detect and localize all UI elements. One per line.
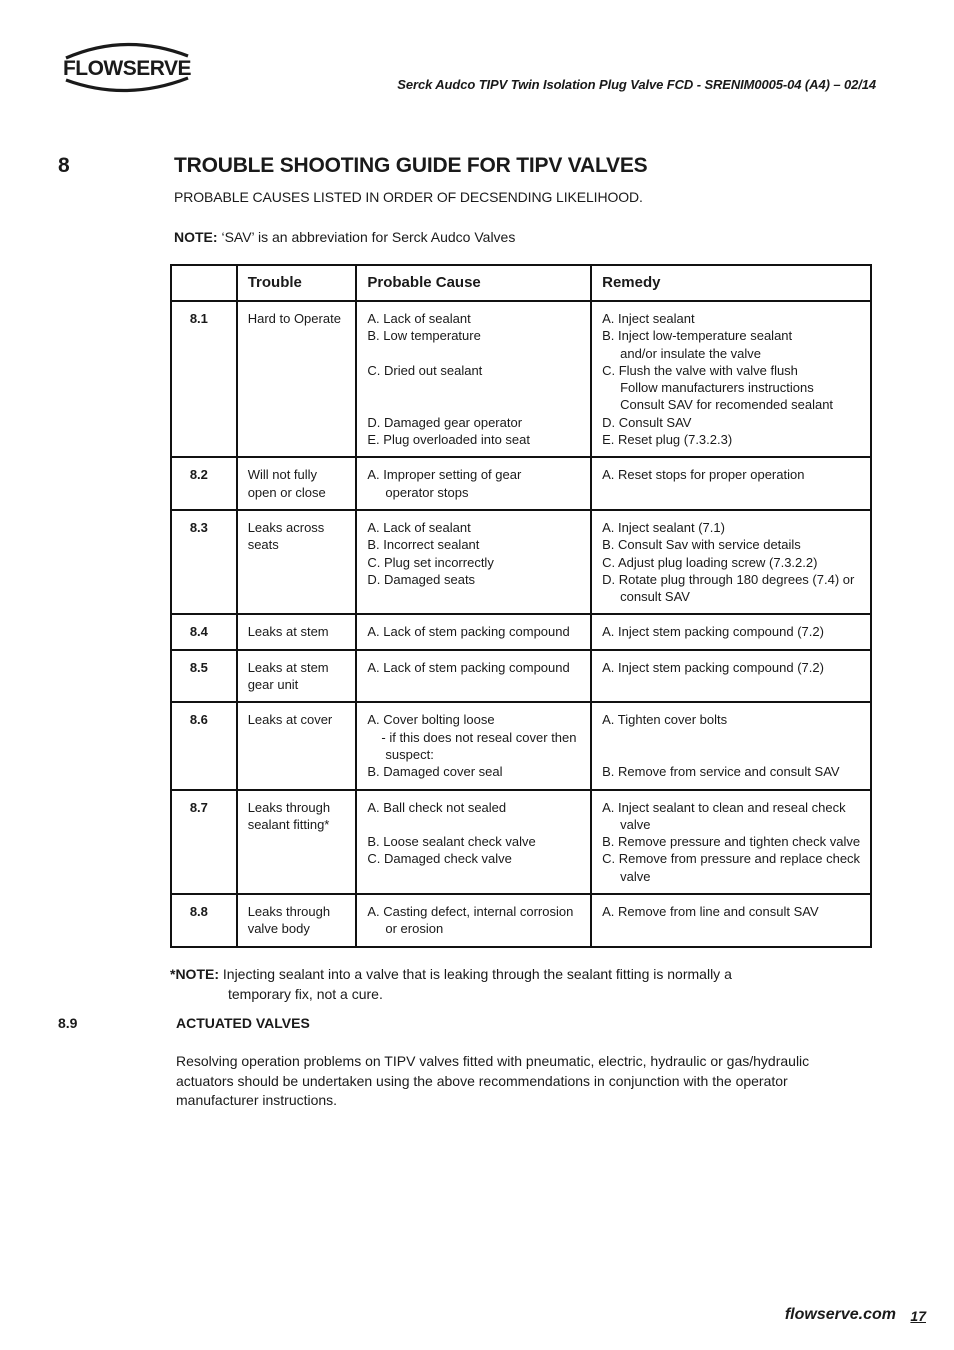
probable-cause-cell: [356, 301, 591, 457]
trouble-line: seats: [247, 537, 279, 553]
subsection-title: ACTUATED VALVES: [176, 1015, 310, 1031]
note-text: ‘SAV’ is an abbreviation for Serck Audco Valves: [217, 229, 516, 245]
cause-line: B. Low temperature: [367, 328, 481, 344]
cause-line: C. Dried out sealant: [367, 362, 483, 378]
trouble-cell: [237, 702, 357, 789]
row-number: 8.1: [171, 301, 237, 457]
remedy-line: valve: [620, 816, 651, 832]
remedy-line: [602, 729, 864, 746]
remedy-line: A. Inject sealant: [602, 311, 695, 326]
row-number: 8.8: [171, 894, 237, 947]
trouble-line: Leaks through: [247, 904, 331, 920]
remedy-cell: [591, 301, 871, 457]
remedy-line: Consult SAV for recomended sealant: [620, 397, 834, 413]
trouble-cell: [237, 301, 357, 457]
trouble-line: Leaks at stem: [247, 624, 329, 640]
table-row: [171, 894, 871, 947]
cause-line: A. Lack of stem packing compound: [367, 624, 570, 640]
cause-line: A. Lack of stem packing compound: [367, 659, 570, 675]
table-header-row: [171, 265, 871, 301]
footnote-continuation: temporary fix, not a cure.: [228, 986, 383, 1002]
remedy-line: B. Remove from service and consult SAV: [602, 764, 840, 780]
footer-website: flowserve.com: [784, 1306, 896, 1323]
trouble-line: sealant fitting*: [247, 816, 330, 832]
table-row: [171, 301, 871, 457]
remedy-line: A. Tighten cover bolts: [602, 712, 728, 728]
cause-line: A. Lack of sealant: [367, 311, 471, 326]
probable-cause-cell: [356, 702, 591, 789]
trouble-cell: [237, 894, 357, 947]
cause-line: [367, 345, 584, 362]
note-label: NOTE:: [174, 229, 218, 245]
probable-cause-cell: [356, 894, 591, 947]
flowserve-logo: [56, 40, 198, 94]
remedy-line: and/or insulate the valve: [620, 345, 762, 361]
remedy-line: B. Remove pressure and tighten check valve: [602, 834, 861, 850]
cause-line: - if this does not reseal cover then: [381, 729, 577, 745]
subsection-number: 8.9: [58, 1015, 78, 1031]
trouble-line: Leaks at cover: [247, 712, 333, 728]
cause-line: [367, 379, 584, 396]
cause-line: C. Damaged check valve: [367, 851, 512, 867]
remedy-line: E. Reset plug (7.3.2.3): [602, 432, 733, 448]
trouble-line: Leaks through: [247, 799, 331, 815]
subsection-paragraph: Resolving operation problems on TIPV valves fitted with pneumatic, electric, hydraulic or gas/hydraulic actuators should be undertaken using the above recommendations in conjunction with the operator manufacturer instructions.: [176, 1053, 810, 1108]
header-number: [171, 265, 237, 301]
trouble-cell: [237, 790, 357, 894]
probable-cause-cell: [356, 510, 591, 614]
table-row: [171, 510, 871, 614]
abbreviation-note: [174, 229, 515, 245]
probable-cause-cell: [356, 457, 591, 510]
cause-line: suspect:: [385, 746, 434, 762]
cause-line: B. Damaged cover seal: [367, 764, 503, 780]
header-trouble: Trouble: [237, 265, 357, 301]
cause-line: E. Plug overloaded into seat: [367, 432, 530, 448]
remedy-cell: [591, 702, 871, 789]
cause-line: operator stops: [385, 484, 469, 500]
cause-line: A. Ball check not sealed: [367, 799, 507, 815]
trouble-line: open or close: [247, 484, 326, 500]
cause-line: B. Incorrect sealant: [367, 537, 480, 553]
remedy-line: C. Adjust plug loading screw (7.3.2.2): [602, 554, 818, 570]
probable-cause-cell: [356, 650, 591, 703]
remedy-line: consult SAV: [620, 589, 690, 605]
row-number: 8.2: [171, 457, 237, 510]
trouble-line: Leaks across: [247, 519, 325, 535]
trouble-shooting-table: [170, 264, 872, 948]
table-row: [171, 790, 871, 894]
footnote: [170, 964, 810, 1004]
trouble-cell: [237, 650, 357, 703]
document-reference: Serck Audco TIPV Twin Isolation Plug Valve FCD - SRENIM0005-04 (A4) – 02/14: [397, 77, 876, 92]
remedy-line: A. Reset stops for proper operation: [602, 467, 805, 483]
trouble-cell: [237, 457, 357, 510]
cause-line: D. Damaged seats: [367, 571, 476, 587]
table-row: [171, 650, 871, 703]
trouble-line: gear unit: [247, 677, 299, 693]
remedy-line: D. Rotate plug through 180 degrees (7.4) or: [602, 571, 855, 587]
remedy-cell: [591, 510, 871, 614]
row-number: 8.3: [171, 510, 237, 614]
row-number: 8.6: [171, 702, 237, 789]
trouble-cell: [237, 510, 357, 614]
cause-line: A. Lack of sealant: [367, 519, 471, 535]
cause-line: A. Improper setting of gear: [367, 467, 522, 483]
cause-line: or erosion: [385, 921, 444, 937]
trouble-line: Will not fully: [247, 467, 318, 483]
table-row: [171, 702, 871, 789]
header-probable-cause: Probable Cause: [356, 265, 591, 301]
probable-cause-cell: [356, 790, 591, 894]
remedy-line: C. Flush the valve with valve flush: [602, 362, 798, 378]
cause-line: C. Plug set incorrectly: [367, 554, 494, 570]
row-number: 8.4: [171, 614, 237, 649]
remedy-line: A. Remove from line and consult SAV: [602, 904, 819, 920]
trouble-line: Hard to Operate: [247, 311, 341, 326]
remedy-line: Follow manufacturers instructions: [620, 380, 814, 396]
section-number: 8: [58, 154, 70, 177]
cause-line: [367, 816, 584, 833]
remedy-line: A. Inject sealant (7.1): [602, 519, 725, 535]
probable-cause-cell: [356, 614, 591, 649]
section-subtitle: PROBABLE CAUSES LISTED IN ORDER OF DECSENDING LIKELIHOOD.: [174, 189, 643, 205]
cause-line: B. Loose sealant check valve: [367, 834, 536, 850]
remedy-cell: [591, 894, 871, 947]
row-number: 8.5: [171, 650, 237, 703]
remedy-line: A. Inject stem packing compound (7.2): [602, 659, 824, 675]
remedy-line: A. Inject stem packing compound (7.2): [602, 624, 824, 640]
header-remedy: Remedy: [591, 265, 871, 301]
remedy-line: B. Inject low-temperature sealant: [602, 328, 793, 344]
cause-line: D. Damaged gear operator: [367, 414, 523, 430]
cause-line: [367, 396, 584, 413]
page-number: 17: [910, 1308, 926, 1324]
remedy-line: [602, 746, 864, 763]
remedy-cell: [591, 614, 871, 649]
remedy-line: A. Inject sealant to clean and reseal check: [602, 799, 846, 815]
cause-line: A. Casting defect, internal corrosion: [367, 904, 574, 920]
section-title: TROUBLE SHOOTING GUIDE FOR TIPV VALVES: [174, 154, 648, 177]
trouble-cell: [237, 614, 357, 649]
remedy-line: D. Consult SAV: [602, 414, 692, 430]
row-number: 8.7: [171, 790, 237, 894]
table-body: [171, 301, 871, 947]
cause-line: A. Cover bolting loose: [367, 712, 495, 728]
remedy-cell: [591, 790, 871, 894]
table-row: [171, 457, 871, 510]
remedy-line: B. Consult Sav with service details: [602, 537, 801, 553]
trouble-line: valve body: [247, 921, 310, 937]
remedy-cell: [591, 650, 871, 703]
footnote-label: *NOTE:: [170, 966, 219, 982]
logo-wordmark: FLOWSERVE: [62, 57, 192, 80]
footnote-text: Injecting sealant into a valve that is leaking through the sealant fitting is normally a: [219, 966, 732, 982]
remedy-cell: [591, 457, 871, 510]
remedy-line: valve: [620, 868, 651, 884]
remedy-line: C. Remove from pressure and replace check: [602, 851, 861, 867]
table-row: [171, 614, 871, 649]
trouble-line: Leaks at stem: [247, 659, 329, 675]
